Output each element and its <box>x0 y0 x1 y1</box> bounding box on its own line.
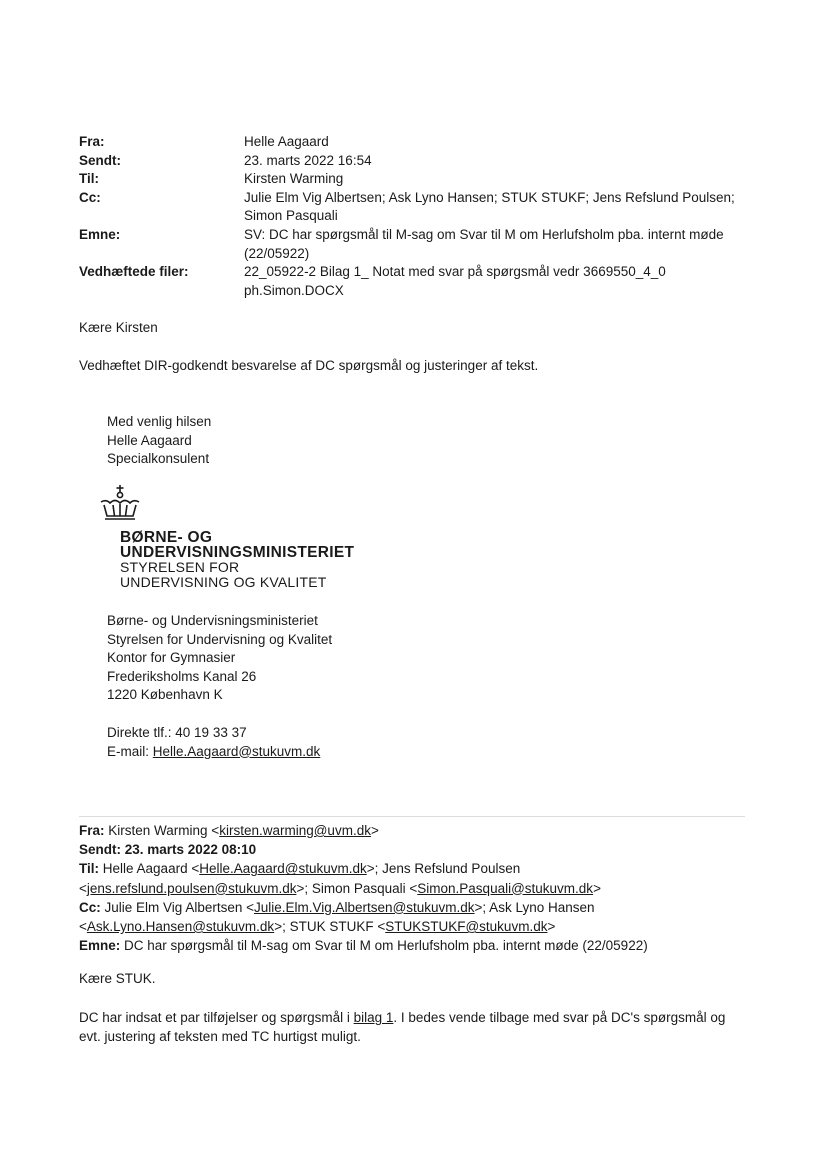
fwd-sent-row <box>79 840 759 859</box>
fwd-message <box>79 1009 749 1046</box>
fwd-to-end: > <box>593 880 601 896</box>
header-to-row <box>79 170 759 189</box>
logo-line-3: STYRELSEN FOR <box>120 559 240 575</box>
ministry-logo-text <box>120 530 354 590</box>
from-value: Helle Aagaard <box>244 134 329 149</box>
subject-label: Emne: <box>79 226 121 242</box>
fwd-message-part-2: . I bedes vende tilbage med svar på DC's spørgsmål og evt. justering af teksten med TC hurtigst muligt. <box>79 1010 726 1044</box>
fwd-to-open-2: < <box>79 880 87 896</box>
fwd-cc-end: > <box>547 919 556 935</box>
logo-line-2: UNDERVISNINGSMINISTERIET <box>120 544 355 561</box>
signature-closing: Med venlig hilsen <box>107 414 212 429</box>
fwd-cc-row-2 <box>79 917 759 936</box>
cc-label: Cc: <box>79 189 101 205</box>
fwd-to-name-1: Helle Aagaard < <box>102 861 200 877</box>
fwd-cc-sep-1: >; Ask Lyno Hansen <box>474 899 595 915</box>
fwd-message-part-1: DC har indsat et par tilføjelser og spørgsmål i <box>79 1010 354 1025</box>
to-value: Kirsten Warming <box>244 171 344 187</box>
fwd-cc-row <box>79 898 759 917</box>
fwd-to-email-link-2[interactable]: jens.refslund.poulsen@stukuvm.dk <box>86 880 297 896</box>
department: Kontor for Gymnasier <box>107 650 236 666</box>
fwd-subject-row <box>79 936 759 955</box>
cc-value: Julie Elm Vig Albertsen; Ask Lyno Hansen; STUK STUKF; Jens Refslund Poulsen; Simon Pasquali <box>244 189 735 224</box>
fwd-cc-name-1: Julie Elm Vig Albertsen < <box>104 899 254 915</box>
email-line <box>107 743 320 762</box>
signature-block <box>107 413 211 469</box>
org-name-2: Styrelsen for Undervisning og Kvalitet <box>107 631 333 647</box>
header-cc-row <box>79 189 759 226</box>
attachments-label: Vedhæftede filer: <box>79 264 189 280</box>
attachment-file[interactable]: 22_05922-2 Bilag 1_ Notat med svar på spørgsmål vedr 3669550_4_0 ph.Simon.DOCX <box>244 264 666 298</box>
greeting: Kære Kirsten <box>79 320 158 335</box>
phone-number: 40 19 33 37 <box>175 725 247 740</box>
phone-line <box>107 724 320 743</box>
fwd-cc-label: Cc: <box>79 899 101 915</box>
sent-label: Sendt: <box>79 152 121 168</box>
fwd-from-name: Kirsten Warming < <box>108 823 220 838</box>
fwd-to-sep-1: >; Jens Refslund Poulsen <box>366 861 521 877</box>
street-address: Frederiksholms Kanal 26 <box>107 668 257 684</box>
to-label: Til: <box>79 171 99 187</box>
fwd-to-sep-2: >; Simon Pasquali < <box>296 880 418 896</box>
email-header <box>79 133 759 300</box>
fwd-to-row-2 <box>79 879 759 898</box>
fwd-cc-email-link-1[interactable]: Julie.Elm.Vig.Albertsen@stukuvm.dk <box>254 899 475 915</box>
divider <box>79 816 745 817</box>
fwd-from-email-link[interactable]: kirsten.warming@uvm.dk <box>219 823 371 838</box>
fwd-cc-sep-2: >; STUK STUKF < <box>274 919 386 935</box>
address-block <box>107 612 332 705</box>
contact-block <box>107 724 320 761</box>
fwd-cc-open-2: < <box>79 919 87 935</box>
logo-line-1: BØRNE- OG <box>120 529 213 546</box>
from-label: Fra: <box>79 134 105 149</box>
fwd-subject-value: DC har spørgsmål til M-sag om Svar til M om Herlufsholm pba. internt møde (22/05922) <box>124 938 648 954</box>
bilag-link[interactable]: bilag 1 <box>353 1010 394 1025</box>
signature-name: Helle Aagaard <box>107 432 192 448</box>
message-text: Vedhæftet DIR-godkendt besvarelse af DC spørgsmål og justeringer af tekst. <box>79 358 539 373</box>
fwd-from-row <box>79 821 759 840</box>
fwd-to-email-link-3[interactable]: Simon.Pasquali@stukuvm.dk <box>417 880 594 896</box>
header-from-row <box>79 133 759 152</box>
city-address: 1220 København K <box>107 687 223 703</box>
fwd-subject-label: Emne: <box>79 938 121 954</box>
phone-label: Direkte tlf.: <box>107 725 172 740</box>
fwd-sent-value: 23. marts 2022 08:10 <box>124 842 257 858</box>
org-name-1: Børne- og Undervisningsministeriet <box>107 613 318 628</box>
logo-line-4: UNDERVISNING OG KVALITET <box>120 574 327 590</box>
email-link[interactable]: Helle.Aagaard@stukuvm.dk <box>152 743 321 759</box>
fwd-to-email-link-1[interactable]: Helle.Aagaard@stukuvm.dk <box>199 861 367 877</box>
sent-value: 23. marts 2022 16:54 <box>244 152 372 168</box>
fwd-to-row <box>79 859 759 878</box>
header-sent-row <box>79 152 759 171</box>
fwd-cc-email-link-2[interactable]: Ask.Lyno.Hansen@stukuvm.dk <box>86 919 275 935</box>
fwd-to-label: Til: <box>79 861 99 877</box>
fwd-from-label: Fra: <box>79 823 105 838</box>
email-label: E-mail: <box>107 743 150 759</box>
header-attachments-row <box>79 263 759 300</box>
fwd-from-end: > <box>370 823 379 838</box>
fwd-greeting: Kære STUK. <box>79 971 156 986</box>
crown-logo-icon <box>98 484 142 524</box>
subject-value: SV: DC har spørgsmål til M-sag om Svar til M om Herlufsholm pba. internt møde (22/05922) <box>244 226 724 261</box>
header-subject-row <box>79 226 759 263</box>
signature-title: Specialkonsulent <box>107 451 210 467</box>
forwarded-header <box>79 821 759 955</box>
fwd-cc-email-link-3[interactable]: STUKSTUKF@stukuvm.dk <box>385 919 548 935</box>
fwd-sent-label: Sendt: <box>79 842 121 858</box>
